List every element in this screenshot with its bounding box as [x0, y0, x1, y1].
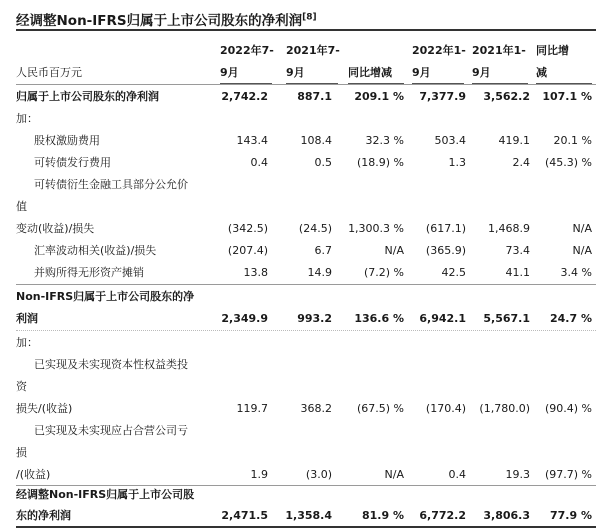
table-row: [0, 218, 608, 240]
cell-q3-yoy: 32.3 %: [365, 134, 404, 147]
cell-9m-2021: 19.3: [505, 468, 530, 481]
top-rule: [16, 29, 596, 31]
subtotal-rule: [16, 284, 596, 285]
cell-9m-yoy: 3.4 %: [560, 266, 592, 279]
col-header-q3-2021-b: 9月: [286, 66, 305, 79]
cell-q3-2021: (24.5): [298, 222, 332, 235]
cell-9m-2022: 6,942.1: [419, 312, 466, 325]
cell-9m-2021: 2.4: [512, 156, 530, 169]
row-label: 东的净利润: [16, 509, 71, 522]
cell-q3-2021: 887.1: [297, 90, 332, 103]
cell-q3-2021: 368.2: [300, 402, 332, 415]
cell-9m-2021: 5,567.1: [483, 312, 530, 325]
cell-q3-2022: 1.9: [250, 468, 268, 481]
table-row: [0, 376, 608, 398]
row-label: 值: [16, 200, 27, 213]
col-header-q3-2022: 2022年7-: [220, 44, 274, 57]
table-row: [0, 442, 608, 464]
cell-9m-yoy: 20.1 %: [553, 134, 592, 147]
table-title-text: 经调整Non-IFRS归属于上市公司股东的净利润: [16, 13, 303, 29]
row-label: 利润: [16, 312, 38, 325]
row-label: /(收益): [16, 468, 51, 481]
cell-q3-2021: 108.4: [300, 134, 332, 147]
col-header-q3-yoy: 同比增减: [348, 66, 392, 79]
table-row: [0, 240, 608, 262]
table-row: [0, 174, 608, 196]
table-title: [16, 9, 317, 29]
table-row: [0, 152, 608, 174]
row-label: 归属于上市公司股东的净利润: [16, 90, 159, 103]
cell-9m-2022: (170.4): [425, 402, 466, 415]
cell-q3-yoy: 136.6 %: [354, 312, 404, 325]
cell-9m-yoy: 24.7 %: [550, 312, 592, 325]
table-row: [0, 420, 608, 442]
col-header-9m-2021: 2021年1-: [472, 44, 526, 57]
row-label: 可转债衍生金融工具部分公允价: [34, 178, 188, 191]
cell-9m-2021: 41.1: [505, 266, 530, 279]
cell-q3-2021: (3.0): [305, 468, 332, 481]
cell-9m-2022: 6,772.2: [419, 509, 466, 522]
col-header-9m-yoy-b: 减: [536, 66, 547, 79]
cell-q3-yoy: 209.1 %: [354, 90, 404, 103]
cell-q3-yoy: (67.5) %: [356, 402, 404, 415]
cell-q3-yoy: N/A: [384, 244, 404, 257]
row-label: 加：: [16, 336, 38, 349]
header-row-2: [0, 62, 608, 84]
cell-q3-2021: 993.2: [297, 312, 332, 325]
cell-q3-2022: 0.4: [250, 156, 268, 169]
table-row: [0, 332, 608, 354]
cell-q3-2021: 14.9: [307, 266, 332, 279]
footnote-ref: [8]: [302, 12, 317, 23]
cell-q3-2022: 2,471.5: [221, 509, 268, 522]
row-label: 加：: [16, 112, 38, 125]
row-label: Non-IFRS归属于上市公司股东的净: [16, 290, 195, 303]
row-label: 已实现及未实现资本性权益类投: [34, 358, 188, 371]
table-row: [0, 464, 608, 486]
col-header-q3-2022-b: 9月: [220, 66, 239, 79]
row-separator: [16, 330, 596, 331]
cell-9m-2022: 1.3: [448, 156, 466, 169]
table-row: [0, 286, 608, 308]
cell-q3-2022: (342.5): [227, 222, 268, 235]
header-row-1: [0, 40, 608, 62]
table-row: [0, 262, 608, 284]
row-label: 汇率波动相关(收益)/损失: [34, 244, 157, 257]
cell-9m-2022: 42.5: [441, 266, 466, 279]
row-label: 已实现及未实现应占合营公司亏: [34, 424, 188, 437]
unit-label: 人民币百万元: [16, 66, 82, 79]
cell-q3-2021: 6.7: [314, 244, 332, 257]
cell-q3-2021: 1,358.4: [285, 509, 332, 522]
table-row: [0, 308, 608, 330]
table-row: [0, 484, 608, 506]
cell-9m-yoy: (45.3) %: [544, 156, 592, 169]
col-header-9m-2022: 2022年1-: [412, 44, 466, 57]
cell-9m-2021: 3,806.3: [483, 509, 530, 522]
table-row: [0, 505, 608, 527]
row-label: 并购所得无形资产摊销: [34, 266, 144, 279]
table-row: [0, 108, 608, 130]
row-label: 经调整Non-IFRS归属于上市公司股: [16, 488, 195, 501]
cell-q3-2022: 13.8: [243, 266, 268, 279]
table-row: [0, 354, 608, 376]
cell-q3-2022: (207.4): [227, 244, 268, 257]
cell-q3-2021: 0.5: [314, 156, 332, 169]
row-label: 资: [16, 380, 27, 393]
cell-9m-2022: 503.4: [434, 134, 466, 147]
row-label: 股权激励费用: [34, 134, 100, 147]
cell-9m-2021: 419.1: [498, 134, 530, 147]
cell-q3-2022: 2,349.9: [221, 312, 268, 325]
cell-9m-2021: 73.4: [505, 244, 530, 257]
col-header-9m-2022-b: 9月: [412, 66, 431, 79]
cell-9m-yoy: 77.9 %: [550, 509, 592, 522]
row-label: 变动(收益)/损失: [16, 222, 95, 235]
col-header-9m-2021-b: 9月: [472, 66, 491, 79]
cell-9m-yoy: (90.4) %: [544, 402, 592, 415]
cell-9m-2021: (1,780.0): [479, 402, 530, 415]
table-row: [0, 196, 608, 218]
row-label: 可转债发行费用: [34, 156, 111, 169]
row-label: 损: [16, 446, 27, 459]
cell-9m-2022: 7,377.9: [419, 90, 466, 103]
cell-9m-yoy: N/A: [572, 222, 592, 235]
row-label: 损失/(收益): [16, 402, 73, 415]
table-row: [0, 86, 608, 108]
cell-9m-2022: (365.9): [425, 244, 466, 257]
cell-9m-2021: 1,468.9: [488, 222, 530, 235]
cell-q3-yoy: 81.9 %: [362, 509, 404, 522]
col-header-q3-2021: 2021年7-: [286, 44, 340, 57]
cell-q3-yoy: (18.9) %: [356, 156, 404, 169]
table-row: [0, 398, 608, 420]
cell-9m-yoy: 107.1 %: [542, 90, 592, 103]
cell-q3-2022: 143.4: [236, 134, 268, 147]
cell-q3-2022: 2,742.2: [221, 90, 268, 103]
cell-q3-yoy: N/A: [384, 468, 404, 481]
cell-9m-yoy: N/A: [572, 244, 592, 257]
cell-9m-2022: 0.4: [448, 468, 466, 481]
cell-q3-yoy: (7.2) %: [363, 266, 404, 279]
cell-q3-yoy: 1,300.3 %: [348, 222, 404, 235]
table-row: [0, 130, 608, 152]
col-header-9m-yoy: 同比增: [536, 44, 569, 57]
header-rule: [16, 84, 596, 85]
cell-9m-yoy: (97.7) %: [544, 468, 592, 481]
cell-9m-2021: 3,562.2: [483, 90, 530, 103]
cell-q3-2022: 119.7: [236, 402, 268, 415]
cell-9m-2022: (617.1): [425, 222, 466, 235]
